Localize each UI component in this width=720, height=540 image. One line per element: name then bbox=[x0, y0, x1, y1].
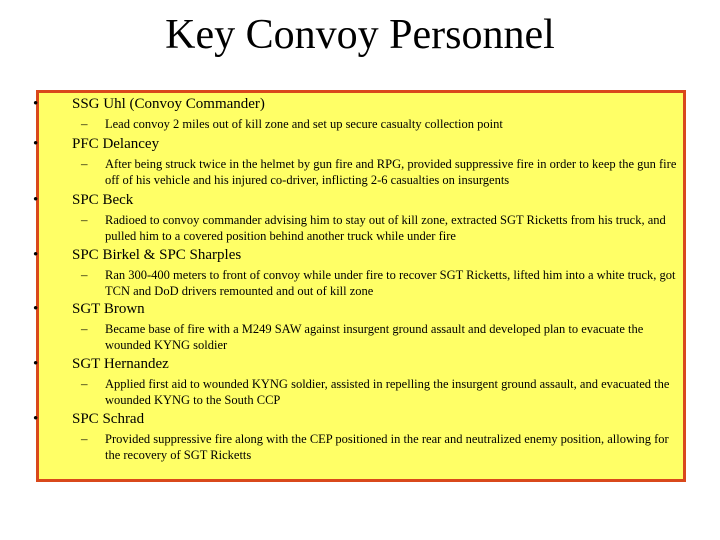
personnel-name: SPC Birkel & SPC Sharples bbox=[72, 247, 242, 263]
personnel-name: SPC Schrad bbox=[72, 411, 145, 427]
personnel-detail: Radioed to convoy commander advising him to stay out of kill zone, extracted SGT Ricketts from his truck, and pulled him to a covered position behind another truck while under fire bbox=[105, 213, 666, 243]
personnel-detail: Ran 300-400 meters to front of convoy while under fire to recover SGT Ricketts, lifted him into a white truck, got TCN and DoD drivers remounted and out of kill zone bbox=[105, 268, 676, 298]
bullet: • bbox=[33, 301, 39, 317]
personnel-name: SGT Brown bbox=[72, 301, 145, 317]
personnel-name: SPC Beck bbox=[72, 192, 134, 208]
bullet: • bbox=[33, 192, 39, 208]
bullet: • bbox=[33, 136, 39, 152]
personnel-detail: Became base of fire with a M249 SAW against insurgent ground assault and developed plan to evacuate the wounded KYNG soldier bbox=[105, 322, 644, 352]
personnel-detail: Lead convoy 2 miles out of kill zone and set up secure casualty collection point bbox=[105, 117, 503, 131]
personnel-name: PFC Delancey bbox=[72, 136, 160, 152]
personnel-detail: Provided suppressive fire along with the CEP positioned in the rear and neutralized enemy position, allowing for the recovery of SGT Ricketts bbox=[105, 432, 669, 462]
bullet: • bbox=[33, 356, 39, 372]
dash: – bbox=[81, 116, 88, 131]
personnel-detail: After being struck twice in the helmet by gun fire and RPG, provided suppressive fire in order to keep the gun fire off of his vehicle and his injured co-driver, inflicting 2-6 casualties on insurgents bbox=[105, 157, 677, 187]
dash: – bbox=[81, 212, 88, 227]
bullet: • bbox=[33, 411, 39, 427]
personnel-box bbox=[33, 90, 686, 482]
dash: – bbox=[81, 321, 88, 336]
dash: – bbox=[81, 267, 88, 282]
slide-title: Key Convoy Personnel bbox=[165, 12, 555, 58]
personnel-name: SSG Uhl (Convoy Commander) bbox=[72, 96, 265, 112]
personnel-name: SGT Hernandez bbox=[72, 356, 169, 372]
dash: – bbox=[81, 376, 88, 391]
bullet: • bbox=[33, 247, 39, 263]
personnel-detail: Applied first aid to wounded KYNG soldier, assisted in repelling the insurgent ground assault, and evacuated the wounded KYNG to the South CCP bbox=[105, 377, 670, 407]
dash: – bbox=[81, 156, 88, 171]
bullet: • bbox=[33, 96, 39, 112]
dash: – bbox=[81, 431, 88, 446]
